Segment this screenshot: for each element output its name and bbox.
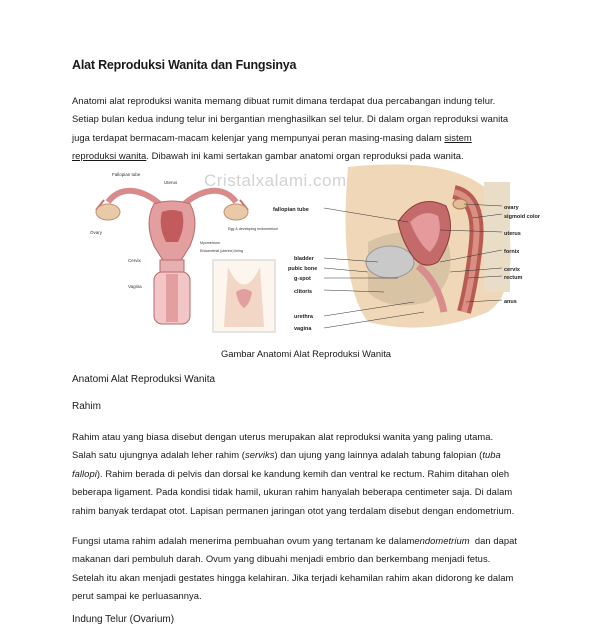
right-label-uterus: uterus: [504, 231, 521, 237]
rahim-p1-line-2b: ) dan ujung yang lainnya adalah tabung falopian (: [274, 449, 483, 461]
left-label-fallopian-tube: Fallopian tube: [112, 172, 141, 177]
left-label-endometrium: Endometrial (uterine) lining: [200, 249, 243, 253]
right-label-fallopian-tube: fallopian tube: [273, 207, 309, 213]
right-label-g-spot: g-spot: [294, 276, 311, 282]
right-label-cervix: cervix: [504, 267, 520, 273]
right-label-ovary: ovary: [504, 205, 519, 211]
rahim-paragraph-1: [72, 428, 540, 520]
rahim-p1-line-4: beberapa ligament. Pada kondisi tidak hamil, ukuran rahim hanyalah beberapa centimeter saja. Di dalam: [72, 486, 513, 498]
right-label-sigmoid-colon: sigmoid colon: [504, 214, 540, 220]
rahim-p1-line-2: [72, 446, 540, 464]
rahim-p2-line-2: makanan dari pembuluh darah. Ovum yang dibuahi menjadi embrio dan berkembang menjadi fetus.: [72, 553, 491, 565]
intro-line-4-rest: . Dibawah ini kami sertakan gambar anatomi organ reproduksi pada wanita.: [146, 150, 464, 162]
anatomy-illustration: [68, 162, 540, 337]
rahim-p1-serviks: serviks: [244, 449, 275, 461]
rahim-p2-line-4: perut sampai ke perluasannya.: [72, 590, 202, 602]
rahim-p1-fallopi: fallopi: [72, 467, 97, 479]
subheading-rahim: Rahim: [72, 401, 101, 412]
section-heading: Anatomi Alat Reproduksi Wanita: [72, 374, 216, 385]
rahim-p2-line-1b: dan dapat: [474, 535, 518, 546]
left-label-uterus: Uterus: [164, 180, 178, 185]
right-label-fornix: fornix: [504, 249, 520, 255]
intro-line-3: [72, 129, 540, 147]
right-label-clitoris: clitoris: [294, 289, 313, 295]
intro-line-1: Anatomi alat reproduksi wanita memang dibuat rumit dimana terdapat dua percabangan indung telur.: [72, 95, 496, 106]
sistem-reproduksi-link-part2[interactable]: reproduksi wanita: [72, 150, 147, 162]
left-label-vagina: Vagina: [128, 284, 142, 289]
article-title: Alat Reproduksi Wanita dan Fungsinya: [72, 58, 297, 72]
right-label-anus: anus: [504, 299, 517, 305]
sistem-reproduksi-link-part1[interactable]: sistem: [444, 131, 472, 143]
left-label-myometrium: Myometrium: [200, 241, 220, 245]
right-label-rectum: rectum: [504, 275, 523, 281]
intro-line-2: Setiap bulan kedua indung telur ini bergantian menghasilkan sel telur. Di dalam organ reproduksi wanita: [72, 113, 509, 125]
figure-watermark: Cristalxalami.com: [204, 171, 347, 190]
right-label-bladder: bladder: [294, 256, 314, 262]
left-label-ovary: Ovary: [90, 230, 103, 235]
rahim-p1-line-5: rahim banyak terdapat otot. Lapisan permanen jaringan otot yang terdalam disebut dengan endometrium.: [72, 504, 515, 516]
intro-line-3-text: juga terdapat bermacam-macam kelenjar yang mempunyai peran masing-masing dalam: [72, 131, 442, 143]
rahim-p1-line-1: Rahim atau yang biasa disebut dengan uterus merupakan alat reproduksi wanita yang paling utama.: [72, 431, 494, 442]
intro-paragraph: [72, 92, 540, 166]
figure-caption: Gambar Anatomi Alat Reproduksi Wanita: [220, 348, 392, 359]
rahim-paragraph-2: [72, 532, 540, 606]
rahim-p2-endometrium: endometrium: [414, 535, 470, 546]
rahim-p1-line-3b: ). Rahim berada di pelvis dan dorsal ke kandung kemih dan ventral ke rectum. Rahim ditahan oleh: [96, 467, 510, 479]
subheading-ovarium: Indung Telur (Ovarium): [72, 614, 175, 625]
right-label-urethra: urethra: [294, 314, 313, 320]
rahim-p2-line-1: [72, 532, 540, 550]
rahim-p1-tuba: tuba: [482, 449, 501, 461]
left-label-cervix: Cervix: [128, 258, 141, 263]
right-label-vagina: vagina: [294, 326, 312, 332]
rahim-p2-line-3: Setelah itu akan menjadi gestates hingga kelahiran. Jika terjadi kehamilan rahim akan didorong ke dalam: [72, 571, 514, 583]
left-label-egg: Egg & developing endometrium: [228, 227, 279, 231]
rahim-p1-line-3: [72, 465, 540, 483]
right-label-pubic-bone: pubic bone: [288, 266, 318, 272]
rahim-p2-line-1a: Fungsi utama rahim adalah menerima pembuahan ovum yang tertanam ke dalam: [72, 535, 415, 546]
anatomy-figure: [68, 162, 540, 337]
rahim-p1-line-2a: Salah satu ujungnya adalah leher rahim (: [72, 449, 245, 461]
